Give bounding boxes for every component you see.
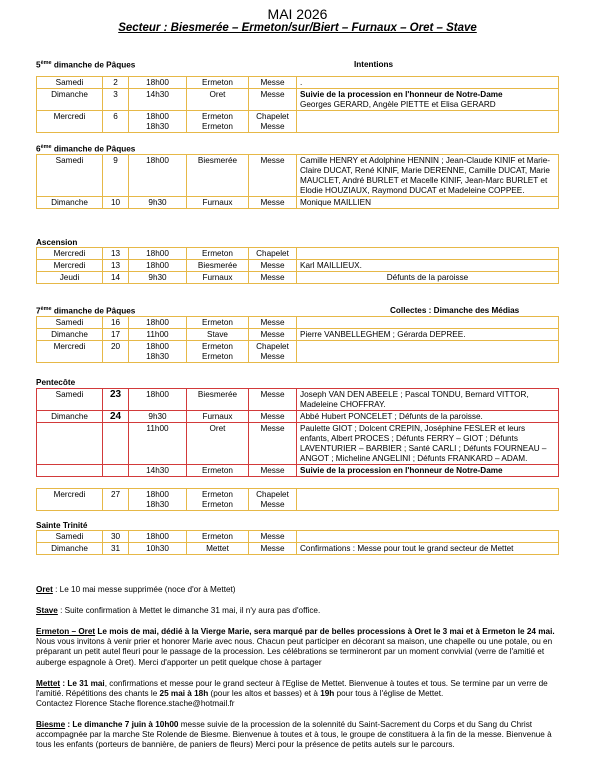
intentions-header: Intentions bbox=[354, 60, 394, 69]
cell-place: Furnaux bbox=[187, 197, 249, 209]
cell-time: 9h30 bbox=[129, 411, 187, 423]
table-pentecote-mercredi bbox=[36, 488, 559, 511]
cell-day: Samedi bbox=[37, 77, 103, 89]
cell-type: Messe bbox=[249, 197, 297, 209]
cell-place: Ermeton Ermeton bbox=[187, 111, 249, 133]
page-title: MAI 2026 bbox=[267, 6, 328, 22]
cell-intention: Confirmations : Messe pour tout le grand secteur de Mettet bbox=[297, 543, 559, 555]
cell-time: 9h30 bbox=[129, 197, 187, 209]
cell-date bbox=[103, 423, 129, 465]
cell-time: 18h00 18h30 bbox=[129, 341, 187, 363]
table-row bbox=[37, 317, 559, 329]
cell-time: 18h00 bbox=[129, 389, 187, 411]
table-sainte-trinite bbox=[36, 530, 559, 555]
note-oret: Oret : Le 10 mai messe supprimée (noce d'or à Mettet) bbox=[36, 585, 236, 594]
table-row bbox=[37, 389, 559, 411]
table-ascension bbox=[36, 247, 559, 284]
cell-date: 23 bbox=[103, 389, 129, 411]
cell-type: Chapelet Messe bbox=[249, 111, 297, 133]
section-pentecote: Pentecôte bbox=[36, 378, 76, 387]
cell-day: Jeudi bbox=[37, 272, 103, 284]
collectes-header: Collectes : Dimanche des Médias bbox=[390, 306, 520, 315]
cell-intention bbox=[297, 111, 559, 133]
cell-time: 18h00 bbox=[129, 317, 187, 329]
cell-day: Samedi bbox=[37, 155, 103, 197]
cell-day: Mercredi bbox=[37, 341, 103, 363]
table-row bbox=[37, 489, 559, 511]
cell-place: Ermeton Ermeton bbox=[187, 341, 249, 363]
cell-time: 18h00 bbox=[129, 77, 187, 89]
cell-type: Messe bbox=[249, 531, 297, 543]
cell-time: 9h30 bbox=[129, 272, 187, 284]
table-row bbox=[37, 272, 559, 284]
cell-place: Oret bbox=[187, 89, 249, 111]
table-row bbox=[37, 89, 559, 111]
cell-date: 31 bbox=[103, 543, 129, 555]
cell-date: 3 bbox=[103, 89, 129, 111]
cell-time: 14h30 bbox=[129, 89, 187, 111]
cell-time: 18h00 bbox=[129, 531, 187, 543]
section-5e-dimanche-paques: 5ème dimanche de Pâques bbox=[36, 60, 136, 70]
cell-date: 6 bbox=[103, 111, 129, 133]
cell-date: 13 bbox=[103, 248, 129, 260]
cell-day: Dimanche bbox=[37, 89, 103, 111]
table-row bbox=[37, 465, 559, 477]
cell-intention: Suivie de la procession en l'honneur de Notre-Dame bbox=[297, 465, 559, 477]
cell-type: Messe bbox=[249, 155, 297, 197]
cell-type: Messe bbox=[249, 260, 297, 272]
table-6e-dimanche bbox=[36, 154, 559, 209]
cell-time: 18h00 bbox=[129, 155, 187, 197]
cell-type: Messe bbox=[249, 329, 297, 341]
cell-type: Messe bbox=[249, 465, 297, 477]
cell-place: Ermeton bbox=[187, 77, 249, 89]
table-row bbox=[37, 111, 559, 133]
note-mettet: Mettet : Le 31 mai, confirmations et messe pour le grand secteur à l'Eglise de Mettet. Bienvenue à toutes et tous. Se termine par un verre de l'amitié. Répétitions des chants le 25 mai à 18h (pour les altos et basses) et à 19h pour tous à l'église de Mettet. Contactez Florence Stache florence.stache@hotmail.fr bbox=[36, 679, 560, 710]
table-row bbox=[37, 248, 559, 260]
cell-intention: Paulette GIOT ; Dolcent CREPIN, Joséphine FESLER et leurs enfants, Albert PROCES ; Défunts FERRY – GIOT ; Défunts LAVENTURIER – BARBIER ; Santé CARLI ; Défunts FOURNEAU – ANGOT ; Micheline ANGELINI ; Défunts FRANKARD – ADAM. bbox=[297, 423, 559, 465]
cell-intention bbox=[297, 489, 559, 511]
cell-place: Furnaux bbox=[187, 272, 249, 284]
cell-time: 18h00 bbox=[129, 260, 187, 272]
table-row bbox=[37, 411, 559, 423]
cell-date bbox=[103, 465, 129, 477]
note-ermeton-oret: Ermeton – Oret Le mois de mai, dédié à la Vierge Marie, sera marqué par de belles processions à Oret le 3 mai et à Ermeton le 24 mai. Nous vous invitons à venir prier et honorer Marie avec nous. Chacun peut participer en décorant sa maison, une chapelle ou une potale, ou en préparant un petit autel fleuri pour le passage de la procession. Les célébrations se termineront par un moment convivial (verre de l'amitié et auberge espagnole à Oret). Merci d'apporter un petit quelque chose à partager bbox=[36, 627, 555, 667]
cell-place: Ermeton Ermeton bbox=[187, 489, 249, 511]
table-pentecote bbox=[36, 388, 559, 477]
section-7e-dimanche-paques: 7ème dimanche de Pâques bbox=[36, 306, 136, 316]
cell-intention: . bbox=[297, 77, 559, 89]
table-row bbox=[37, 260, 559, 272]
cell-day: Mercredi bbox=[37, 248, 103, 260]
table-row bbox=[37, 531, 559, 543]
cell-place: Ermeton bbox=[187, 317, 249, 329]
cell-day: Dimanche bbox=[37, 411, 103, 423]
cell-intention bbox=[297, 317, 559, 329]
cell-date: 30 bbox=[103, 531, 129, 543]
cell-day: Mercredi bbox=[37, 111, 103, 133]
cell-place: Biesmerée bbox=[187, 260, 249, 272]
table-row bbox=[37, 423, 559, 465]
cell-day: Dimanche bbox=[37, 543, 103, 555]
cell-date: 14 bbox=[103, 272, 129, 284]
cell-place: Biesmerée bbox=[187, 389, 249, 411]
section-6e-dimanche-paques: 6ème dimanche de Pâques bbox=[36, 144, 136, 154]
cell-intention bbox=[297, 89, 559, 111]
intention-names: Georges GERARD, Angèle PIETTE et Elisa GERARD bbox=[300, 100, 496, 109]
cell-type: Messe bbox=[249, 543, 297, 555]
cell-day bbox=[37, 465, 103, 477]
cell-date: 17 bbox=[103, 329, 129, 341]
cell-type: Messe bbox=[249, 272, 297, 284]
cell-place: Ermeton bbox=[187, 531, 249, 543]
cell-date: 27 bbox=[103, 489, 129, 511]
cell-intention: Camille HENRY et Adolphine HENNIN ; Jean-Claude KINIF et Marie-Claire DUCAT, René KINIF, Marie DERENNE, Camille DUCAT, Marie MAUCLET, André BURLET et Macelle KINIF, Jean-Marc BURLET et Elodie HOUZIAUX, Raymond DUCAT et Madeleine COPPEE. bbox=[297, 155, 559, 197]
cell-place: Ermeton bbox=[187, 465, 249, 477]
cell-date: 13 bbox=[103, 260, 129, 272]
page-subtitle: Secteur : Biesmerée – Ermeton/sur/Biert – Furnaux – Oret – Stave bbox=[118, 22, 477, 34]
table-row bbox=[37, 329, 559, 341]
table-row bbox=[37, 155, 559, 197]
table-row bbox=[37, 341, 559, 363]
cell-intention bbox=[297, 248, 559, 260]
cell-date: 10 bbox=[103, 197, 129, 209]
cell-place: Furnaux bbox=[187, 411, 249, 423]
note-stave: Stave : Suite confirmation à Mettet le dimanche 31 mai, il n'y aura pas d'office. bbox=[36, 606, 321, 615]
cell-type: Messe bbox=[249, 411, 297, 423]
cell-day bbox=[37, 423, 103, 465]
cell-type: Messe bbox=[249, 423, 297, 465]
cell-day: Dimanche bbox=[37, 329, 103, 341]
cell-intention bbox=[297, 531, 559, 543]
table-row bbox=[37, 197, 559, 209]
cell-place: Biesmerée bbox=[187, 155, 249, 197]
cell-place: Oret bbox=[187, 423, 249, 465]
cell-time: 18h00 18h30 bbox=[129, 489, 187, 511]
cell-date: 24 bbox=[103, 411, 129, 423]
cell-time: 18h00 18h30 bbox=[129, 111, 187, 133]
cell-intention: Défunts de la paroisse bbox=[297, 272, 559, 284]
cell-time: 11h00 bbox=[129, 423, 187, 465]
cell-intention: Abbé Hubert PONCELET ; Défunts de la paroisse. bbox=[297, 411, 559, 423]
cell-intention: Joseph VAN DEN ABEELE ; Pascal TONDU, Bernard VITTOR, Madeleine CHOFFRAY. bbox=[297, 389, 559, 411]
cell-date: 2 bbox=[103, 77, 129, 89]
section-ascension: Ascension bbox=[36, 238, 78, 247]
table-7e-dimanche bbox=[36, 316, 559, 363]
contact-line: Contactez Florence Stache florence.stache@hotmail.fr bbox=[36, 699, 235, 709]
cell-time: 11h00 bbox=[129, 329, 187, 341]
cell-day: Mercredi bbox=[37, 260, 103, 272]
cell-day: Mercredi bbox=[37, 489, 103, 511]
cell-type: Chapelet bbox=[249, 248, 297, 260]
cell-day: Samedi bbox=[37, 531, 103, 543]
cell-place: Ermeton bbox=[187, 248, 249, 260]
cell-type: Chapelet Messe bbox=[249, 341, 297, 363]
cell-time: 18h00 bbox=[129, 248, 187, 260]
cell-intention bbox=[297, 341, 559, 363]
cell-day: Samedi bbox=[37, 317, 103, 329]
table-row bbox=[37, 77, 559, 89]
cell-time: 10h30 bbox=[129, 543, 187, 555]
cell-intention: Karl MAILLIEUX. bbox=[297, 260, 559, 272]
cell-time: 14h30 bbox=[129, 465, 187, 477]
table-row bbox=[37, 543, 559, 555]
cell-day: Samedi bbox=[37, 389, 103, 411]
cell-date: 9 bbox=[103, 155, 129, 197]
cell-date: 16 bbox=[103, 317, 129, 329]
cell-type: Messe bbox=[249, 77, 297, 89]
cell-type: Messe bbox=[249, 89, 297, 111]
note-biesme: Biesme : Le dimanche 7 juin à 10h00 messe suivie de la procession de la solennité du Saint-Sacrement du Corps et du Sang du Christ accompagnée par la marche Ste Rolende de Biesme. Bienvenue à toutes et à tous, le groupe de constituera à la fin de la messe. Bienvenue à tous les enfants (porteurs de bannière, de paniers de fleurs) Merci pour la présence de petits autels sur le parcours. bbox=[36, 720, 552, 750]
table-5e-dimanche bbox=[36, 76, 559, 133]
cell-date: 20 bbox=[103, 341, 129, 363]
cell-intention: Monique MAILLIEN bbox=[297, 197, 559, 209]
cell-type: Messe bbox=[249, 389, 297, 411]
cell-place: Stave bbox=[187, 329, 249, 341]
intention-highlight: Suivie de la procession en l'honneur de Notre-Dame bbox=[300, 90, 503, 99]
cell-intention: Pierre VANBELLEGHEM ; Gérarda DEPREE. bbox=[297, 329, 559, 341]
cell-place: Mettet bbox=[187, 543, 249, 555]
cell-type: Messe bbox=[249, 317, 297, 329]
cell-day: Dimanche bbox=[37, 197, 103, 209]
cell-type: Chapelet Messe bbox=[249, 489, 297, 511]
section-sainte-trinite: Sainte Trinité bbox=[36, 521, 88, 530]
